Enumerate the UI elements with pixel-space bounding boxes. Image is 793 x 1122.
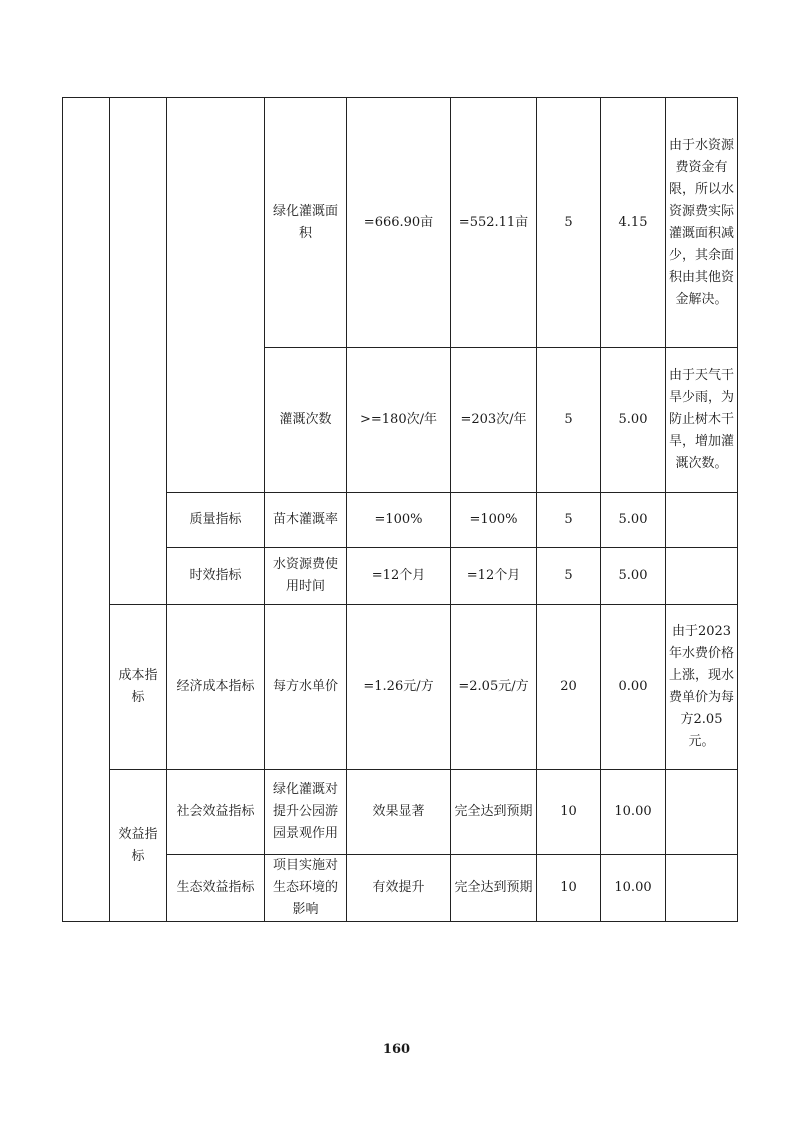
score-value: 5.00 bbox=[601, 548, 666, 605]
group-cell: 效益指标 bbox=[110, 770, 167, 922]
actual-value: =203次/年 bbox=[451, 348, 537, 493]
deviation-note: 由于水资源费资金有限，所以水资源费实际灌溉面积减少，其余面积由其他资金解决。 bbox=[666, 98, 738, 348]
score-value: 5.00 bbox=[601, 493, 666, 548]
weight-value: 5 bbox=[537, 493, 601, 548]
deviation-note bbox=[666, 493, 738, 548]
deviation-note bbox=[666, 770, 738, 855]
category-cell: 社会效益指标 bbox=[167, 770, 265, 855]
table-row bbox=[63, 605, 738, 770]
score-value: 0.00 bbox=[601, 605, 666, 770]
page-number: 160 bbox=[382, 1042, 411, 1057]
deviation-note bbox=[666, 855, 738, 922]
group-cell: 成本指标 bbox=[110, 605, 167, 770]
score-value: 10.00 bbox=[601, 770, 666, 855]
performance-table bbox=[62, 97, 738, 922]
actual-value: =2.05元/方 bbox=[451, 605, 537, 770]
indicator-name: 绿化灌溉对提升公园游园景观作用 bbox=[265, 770, 347, 855]
actual-value: 完全达到预期 bbox=[451, 770, 537, 855]
target-value: 效果显著 bbox=[347, 770, 451, 855]
weight-value: 5 bbox=[537, 548, 601, 605]
score-value: 5.00 bbox=[601, 348, 666, 493]
target-value: =1.26元/方 bbox=[347, 605, 451, 770]
indicator-name: 项目实施对生态环境的影响 bbox=[265, 855, 347, 922]
actual-value: =552.11亩 bbox=[451, 98, 537, 348]
indicator-name: 每方水单价 bbox=[265, 605, 347, 770]
weight-value: 20 bbox=[537, 605, 601, 770]
weight-value: 10 bbox=[537, 770, 601, 855]
indicator-name: 灌溉次数 bbox=[265, 348, 347, 493]
target-value: =12个月 bbox=[347, 548, 451, 605]
target-value: >=180次/年 bbox=[347, 348, 451, 493]
indicator-name: 水资源费使用时间 bbox=[265, 548, 347, 605]
outer-category-cell bbox=[63, 98, 110, 922]
table-row bbox=[63, 770, 738, 855]
category-cell: 生态效益指标 bbox=[167, 855, 265, 922]
category-cell: 时效指标 bbox=[167, 548, 265, 605]
table-row bbox=[63, 98, 738, 348]
score-value: 4.15 bbox=[601, 98, 666, 348]
category-cell: 经济成本指标 bbox=[167, 605, 265, 770]
indicator-name: 苗木灌溉率 bbox=[265, 493, 347, 548]
target-value: 有效提升 bbox=[347, 855, 451, 922]
weight-value: 5 bbox=[537, 348, 601, 493]
deviation-note: 由于天气干旱少雨，为防止树木干旱，增加灌溉次数。 bbox=[666, 348, 738, 493]
target-value: =100% bbox=[347, 493, 451, 548]
indicator-name: 绿化灌溉面积 bbox=[265, 98, 347, 348]
weight-value: 5 bbox=[537, 98, 601, 348]
actual-value: 完全达到预期 bbox=[451, 855, 537, 922]
group-cell-output bbox=[110, 98, 167, 605]
weight-value: 10 bbox=[537, 855, 601, 922]
actual-value: =100% bbox=[451, 493, 537, 548]
target-value: =666.90亩 bbox=[347, 98, 451, 348]
deviation-note bbox=[666, 548, 738, 605]
deviation-note: 由于2023年水费价格上涨，现水费单价为每方2.05元。 bbox=[666, 605, 738, 770]
category-cell: 质量指标 bbox=[167, 493, 265, 548]
category-cell-quantity bbox=[167, 98, 265, 493]
actual-value: =12个月 bbox=[451, 548, 537, 605]
score-value: 10.00 bbox=[601, 855, 666, 922]
